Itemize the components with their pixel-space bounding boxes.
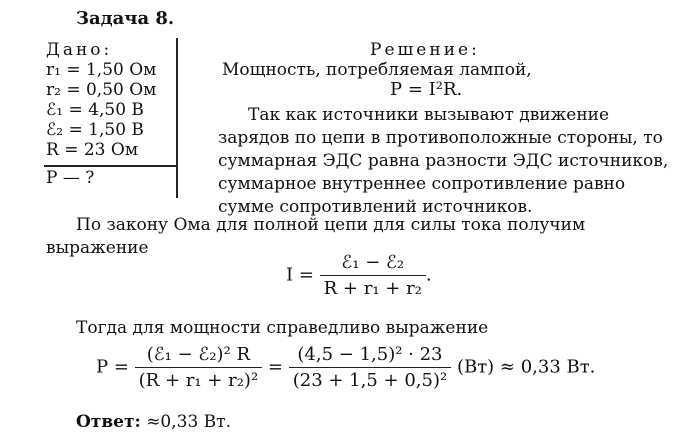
answer-label: Ответ: <box>76 412 141 432</box>
given-r1: r₁ = 1,50 Ом <box>46 60 157 80</box>
given-resistance: R = 23 Ом <box>46 140 139 160</box>
solution-line1: Мощность, потребляемая лампой, <box>222 60 532 80</box>
current-denominator: R + r₁ + r₂ <box>323 278 422 299</box>
answer <box>76 412 231 432</box>
power-fraction-symbolic <box>135 344 263 391</box>
given-emf1: ℰ₁ = 4,50 В <box>46 100 144 120</box>
answer-value: ≈0,33 Вт. <box>146 412 231 432</box>
current-numerator: ℰ₁ − ℰ₂ <box>320 252 426 276</box>
power-fraction-numeric <box>289 344 451 391</box>
formula-current <box>286 252 432 299</box>
power-equals: = <box>267 356 283 378</box>
power-denominator-symbolic: (R + r₁ + r₂)² <box>138 370 259 391</box>
given-emf2: ℰ₂ = 1,50 В <box>46 120 144 140</box>
given-find: P — ? <box>46 168 95 188</box>
current-lhs: I = <box>286 264 314 286</box>
power-result: (Вт) ≈ 0,33 Вт. <box>456 356 596 378</box>
power-numerator-symbolic: (ℰ₁ − ℰ₂)² R <box>135 344 263 368</box>
power-lhs: P = <box>96 356 129 378</box>
solution-paragraph2: По закону Ома для полной цепи для силы тока получим выражение <box>46 215 586 258</box>
given-vertical-divider <box>176 38 178 198</box>
solution-line-power: Тогда для мощности справедливо выражение <box>76 318 489 338</box>
given-divider <box>44 165 178 167</box>
given-heading: Дано: <box>46 40 113 60</box>
formula-power-basic: P = I²R. <box>390 79 463 100</box>
power-denominator-numeric: (23 + 1,5 + 0,5)² <box>292 370 448 391</box>
solution-paragraph1: Так как источники вызывают движение зарядов по цепи в противоположные стороны, то суммарная ЭДС равна разности ЭДС источников, суммарное внутреннее сопротивление равно сумме сопротивлений источников. <box>218 105 669 217</box>
current-fraction <box>320 252 426 299</box>
formula-power <box>96 344 595 391</box>
given-r2: r₂ = 0,50 Ом <box>46 80 157 100</box>
solution-heading: Решение: <box>370 40 480 60</box>
problem-title: Задача 8. <box>76 8 175 29</box>
current-tail: . <box>425 264 432 286</box>
power-numerator-numeric: (4,5 − 1,5)² · 23 <box>289 344 451 368</box>
